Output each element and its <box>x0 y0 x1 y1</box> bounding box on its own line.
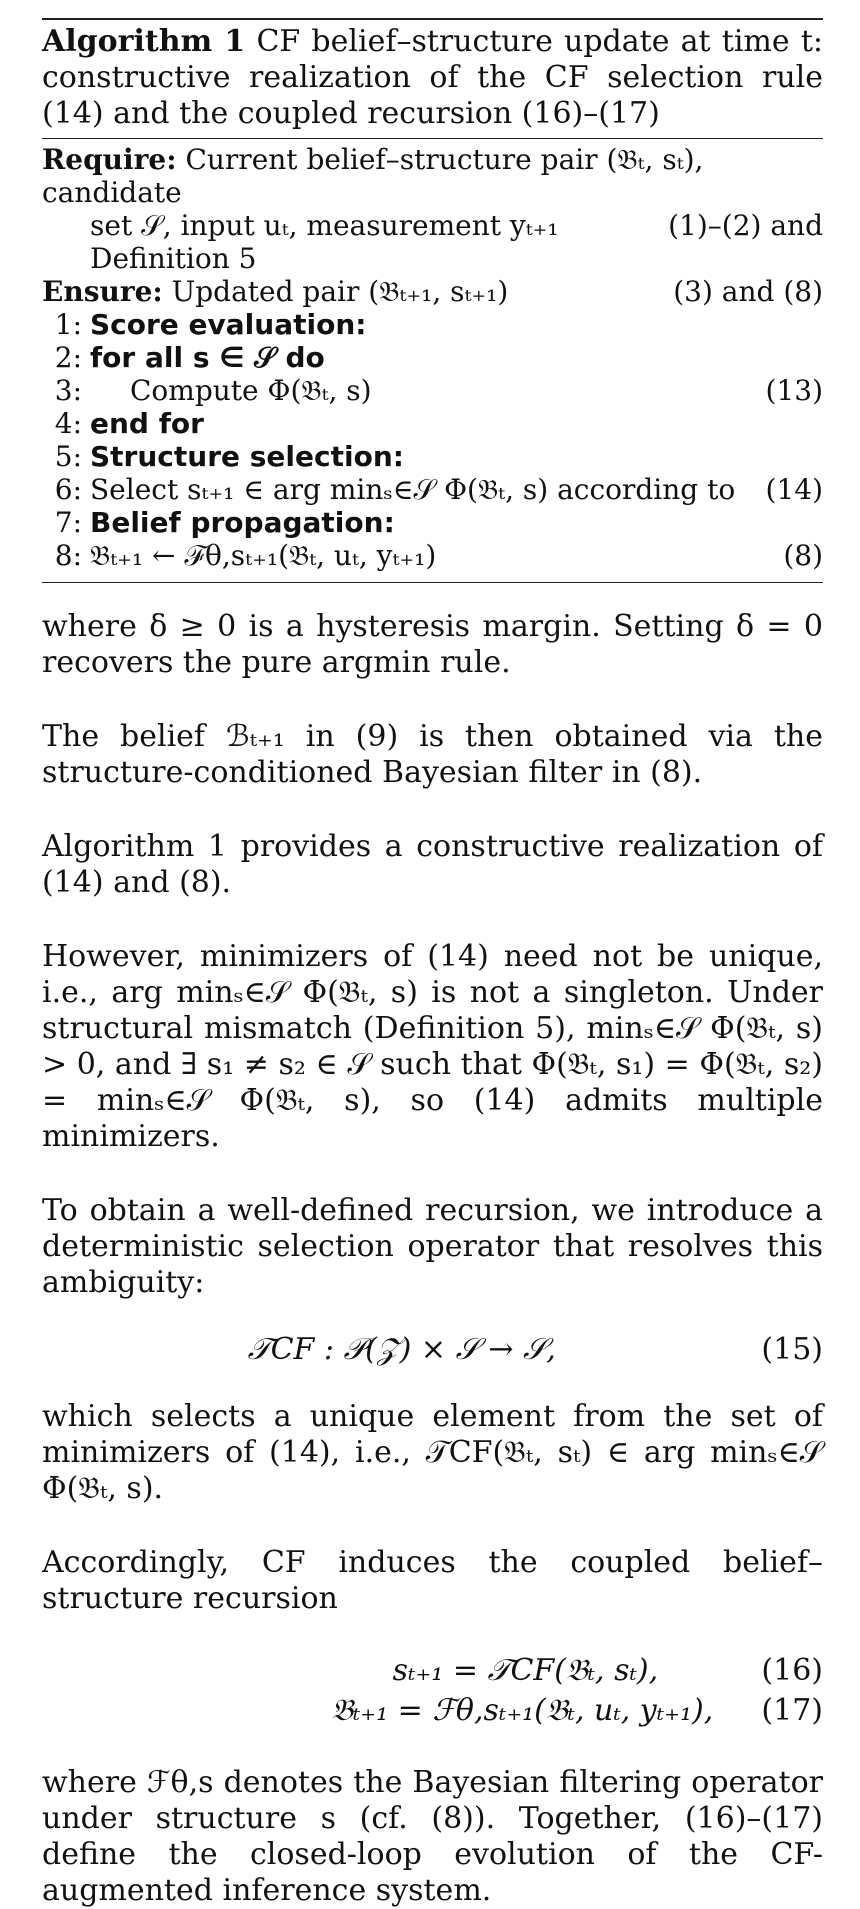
algorithm-caption <box>42 20 823 138</box>
algorithm-body <box>42 139 823 582</box>
algorithm-caption-text: CF belief–structure update at time t: constructive realization of the CF selection rule (14) and the coupled recursion (16)–(17) <box>42 24 823 131</box>
equation-17 <box>42 1691 823 1731</box>
step-ref: (13) <box>765 374 823 407</box>
paragraph-unique-element: which selects a unique element from the set of minimizers of (14), i.e., 𝒯CF(𝔅ₜ, sₜ) ∈ arg minₛ∈𝒮 Φ(𝔅ₜ, s). <box>42 1399 823 1506</box>
equation-17-rhs: = ℱθ,sₜ₊₁(𝔅ₜ, uₜ, yₜ₊₁), <box>397 1693 714 1728</box>
step-number: 8: <box>54 539 82 572</box>
algorithm-step <box>42 506 823 539</box>
equation-16-lhs: sₜ₊₁ <box>392 1653 444 1688</box>
step-text: Belief propagation: <box>90 506 395 539</box>
step-text: Structure selection: <box>90 440 404 473</box>
step-ref: (14) <box>765 473 823 506</box>
require-text-b: set 𝒮, input uₜ, measurement yₜ₊₁ <box>90 209 559 242</box>
require-section <box>42 143 823 275</box>
step-number: 6: <box>54 473 82 506</box>
ensure-label: Ensure: <box>42 275 163 308</box>
step-number: 5: <box>54 440 82 473</box>
algorithm-label: Algorithm 1 <box>42 24 246 59</box>
algorithm-step <box>42 440 823 473</box>
equation-16-rhs: = 𝒯CF(𝔅ₜ, sₜ), <box>452 1653 659 1688</box>
algorithm-bottom-rule <box>42 582 823 583</box>
step-text: end for <box>90 407 204 440</box>
paragraph-selection-operator: To obtain a well-defined recursion, we introduce a deterministic selection operator that resolves this ambiguity: <box>42 1193 823 1300</box>
algorithm-step <box>42 374 823 407</box>
equation-15 <box>42 1329 823 1371</box>
algorithm-step <box>42 308 823 341</box>
require-text-c: Definition 5 <box>90 242 257 275</box>
paragraph-filtering-operator: where ℱθ,s denotes the Bayesian filtering operator under structure s (cf. (8)). Together, (16)–(17) define the closed-loop evolution of the CF-augmented inference system. <box>42 1765 823 1908</box>
require-ref: (1)–(2) and <box>668 209 823 242</box>
step-text: Select sₜ₊₁ ∈ arg minₛ∈𝒮 Φ(𝔅ₜ, s) according to <box>90 473 736 506</box>
step-ref: (8) <box>783 539 823 572</box>
step-number: 2: <box>54 341 82 374</box>
require-label: Require: <box>42 143 177 176</box>
equation-15-body: 𝒯CF : 𝒫(𝒵) × 𝒮 → 𝒮, <box>247 1332 556 1367</box>
algorithm-block <box>42 18 823 583</box>
equation-16-tag: (16) <box>761 1653 823 1688</box>
step-number: 1: <box>54 308 82 341</box>
equation-17-tag: (17) <box>761 1693 823 1728</box>
step-text: Compute Φ(𝔅ₜ, s) <box>130 374 372 407</box>
step-text: 𝔅ₜ₊₁ ← ℱθ,sₜ₊₁(𝔅ₜ, uₜ, yₜ₊₁) <box>90 539 437 572</box>
step-number: 4: <box>54 407 82 440</box>
algorithm-step <box>42 341 823 374</box>
algorithm-step <box>42 473 823 506</box>
ensure-ref: (3) and (8) <box>673 275 823 308</box>
paragraph-coupled-recursion: Accordingly, CF induces the coupled belief–structure recursion <box>42 1545 823 1616</box>
ensure-text: Updated pair (𝔅ₜ₊₁, sₜ₊₁) <box>171 275 509 308</box>
equation-15-tag: (15) <box>761 1332 823 1367</box>
equation-group <box>42 1651 823 1731</box>
equation-17-lhs: 𝔅ₜ₊₁ <box>331 1693 389 1728</box>
paragraph-algorithm-realization: Algorithm 1 provides a constructive realization of (14) and (8). <box>42 829 823 900</box>
algorithm-step <box>42 407 823 440</box>
step-text: for all s ∈ 𝒮 do <box>90 341 325 374</box>
ensure-section <box>42 275 823 308</box>
paragraph-non-uniqueness: However, minimizers of (14) need not be unique, i.e., arg minₛ∈𝒮 Φ(𝔅ₜ, s) is not a singleton. Under structural mismatch (Definition 5), minₛ∈𝒮 Φ(𝔅ₜ, s) > 0, and ∃ s₁ ≠ s₂ ∈ 𝒮 such that Φ(𝔅ₜ, s₁) = Φ(𝔅ₜ, s₂) = minₛ∈𝒮 Φ(𝔅ₜ, s), so (14) admits multiple minimizers. <box>42 939 823 1154</box>
paragraph-belief: The belief ℬₜ₊₁ in (9) is then obtained via the structure-conditioned Bayesian filter in (8). <box>42 719 823 790</box>
step-number: 7: <box>54 506 82 539</box>
paragraph-hysteresis: where δ ≥ 0 is a hysteresis margin. Setting δ = 0 recovers the pure argmin rule. <box>42 609 823 680</box>
require-text-a: Current belief–structure pair (𝔅ₜ, sₜ), candidate <box>42 143 704 209</box>
step-text: Score evaluation: <box>90 308 367 341</box>
algorithm-step <box>42 539 823 572</box>
equation-16 <box>42 1651 823 1691</box>
step-number: 3: <box>54 374 82 407</box>
